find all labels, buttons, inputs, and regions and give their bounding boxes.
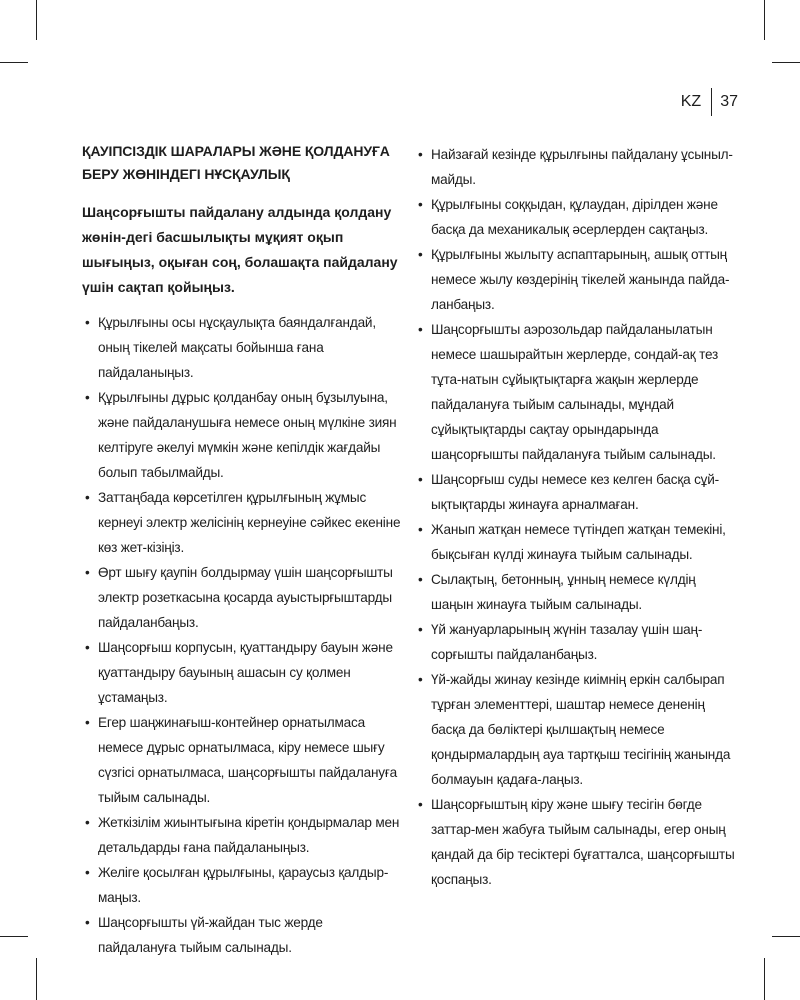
intro-paragraph: Шаңсорғышты пайдалану алдында қолдану жөнін-дегі басшылықты мұқият оқып шығыңыз, оқыған соң, болашақта пайдалану үшін сақтап қойыңыз. <box>82 204 398 295</box>
bullet-icon: • <box>85 390 90 405</box>
list-item-text: Жанып жатқан немесе түтіндеп жатқан темекіні, бықсыған күлді жинауға тыйым салынады. <box>431 522 726 562</box>
bullet-icon: • <box>418 147 423 162</box>
list-item-text: Найзағай кезінде құрылғыны пайдалану ұсыныл-майды. <box>431 147 733 187</box>
list-item-text: Құрылғыны осы нұсқаулықта баяндалғандай, оның тікелей мақсаты бойынша ғана пайдаланыңыз. <box>98 315 376 380</box>
bullet-icon: • <box>418 522 423 537</box>
list-item <box>415 317 740 467</box>
bullet-icon: • <box>418 247 423 262</box>
list-item-text: Құрылғыны дұрыс қолданбау оның бұзылуына, және пайдаланушыға немесе оның мүлкіне зиян келтіруге әкелуі мүмкін және кепілдік жағдайы болып табылмайды. <box>98 390 397 480</box>
bullet-icon: • <box>85 715 90 730</box>
list-item-text: Заттаңбада көрсетілген құрылғының жұмыс кернеуі электр желісінің кернеуіне сәйкес екеніне көз жет-кізіңіз. <box>98 490 401 555</box>
list-item <box>415 567 740 617</box>
list-item <box>82 385 404 485</box>
crop-mark-bottom-left-h <box>0 936 28 937</box>
list-item <box>82 485 404 560</box>
list-item <box>415 667 740 792</box>
list-item <box>82 710 404 810</box>
right-bullet-list <box>415 142 740 892</box>
bullet-icon: • <box>85 640 90 655</box>
bullet-icon: • <box>85 915 90 930</box>
list-item-text: Шаңсорғыш суды немесе кез келген басқа сұй-ықтықтарды жинауға арналмаған. <box>431 472 719 512</box>
list-item-text: Үй-жайды жинау кезінде киімнің еркін салбырап тұрған элементтері, шаштар немесе дененің басқа да бөліктері қылшақтың немесе қондырмалардың ауа тартқыш тесігінің жанында болмауын қадаға-лаңыз. <box>431 672 731 787</box>
list-item-text: Шаңсорғышты аэрозольдар пайдаланылатын немесе шашырайтын жерлерде, сондай-ақ тез тұта-натын сұйықтықтарға жақын жерлерде пайдалануға тыйым салынады, мұндай сұйықтықтарды сақтау орындарында шаңсорғышты пайдалануға тыйым салынады. <box>431 322 719 462</box>
bullet-icon: • <box>85 315 90 330</box>
crop-mark-bottom-left <box>36 958 37 1000</box>
list-item <box>415 467 740 517</box>
list-item <box>82 560 404 635</box>
header-divider <box>711 88 712 116</box>
list-item <box>82 910 404 960</box>
list-item <box>415 192 740 242</box>
list-item-text: Желіге қосылған құрылғыны, қараусыз қалдыр-маңыз. <box>98 865 389 905</box>
bullet-icon: • <box>85 565 90 580</box>
bullet-icon: • <box>85 815 90 830</box>
bullet-icon: • <box>418 322 423 337</box>
list-item <box>415 142 740 192</box>
list-item <box>415 792 740 892</box>
crop-mark-top-right <box>764 0 765 40</box>
list-item <box>82 635 404 710</box>
list-item-text: Егер шаңжинағыш-контейнер орнатылмаса немесе дұрыс орнатылмаса, кіру немесе шығу сүзгісі орнатылмаса, шаңсорғышты пайдалануға тыйым салынады. <box>98 715 398 805</box>
bullet-icon: • <box>418 197 423 212</box>
crop-mark-top-left-h <box>0 62 28 63</box>
bullet-icon: • <box>418 572 423 587</box>
list-item <box>415 617 740 667</box>
list-item <box>415 242 740 317</box>
crop-mark-top-right-h <box>772 62 800 63</box>
bullet-icon: • <box>85 490 90 505</box>
list-item-text: Шаңсорғыш корпусын, қуаттандыру бауын және қуаттандыру бауының ашасын су қолмен ұстамаңыз. <box>98 640 393 705</box>
list-item <box>82 310 404 385</box>
right-column <box>415 142 740 892</box>
list-item-text: Өрт шығу қаупін болдырмау үшін шаңсорғышты электр розеткасына қосарда ауыстырғыштарды пайдаланбаңыз. <box>98 565 393 630</box>
list-item-text: Құрылғыны жылыту аспаптарының, ашық оттың немесе жылу көздерінің тікелей жанында пайда-ланбаңыз. <box>431 247 730 312</box>
list-item-text: Шаңсорғыштың кіру және шығу тесігін бөгде заттар-мен жабуға тыйым салынады, егер оның қандай да бір тесіктері бұғатталса, шаңсорғышты қоспаңыз. <box>431 797 735 887</box>
language-code: KZ <box>680 93 702 110</box>
list-item-text: Сылақтың, бетонның, ұнның немесе күлдің шаңын жинауға тыйым салынады. <box>431 572 696 612</box>
section-title: ҚАУІПСІЗДІК ШАРАЛАРЫ ЖӘНЕ ҚОЛДАНУҒА БЕРУ ЖӨНІНДЕГІ НҰСҚАУЛЫҚ <box>82 143 390 182</box>
page-number: 37 <box>720 93 738 110</box>
list-item <box>82 810 404 860</box>
left-bullet-list <box>82 310 404 960</box>
list-item-text: Құрылғыны соққыдан, құлаудан, дірілден және басқа да механикалық әсерлерден сақтаңыз. <box>431 197 718 237</box>
crop-mark-bottom-right <box>764 958 765 1000</box>
left-column <box>82 140 404 960</box>
bullet-icon: • <box>418 797 423 812</box>
list-item-text: Жеткізілім жиынтығына кіретін қондырмалар мен детальдарды ғана пайдаланыңыз. <box>98 815 400 855</box>
bullet-icon: • <box>418 622 423 637</box>
bullet-icon: • <box>418 472 423 487</box>
list-item-text: Үй жануарларының жүнін тазалау үшін шаң-сорғышты пайдаланбаңыз. <box>431 622 703 662</box>
bullet-icon: • <box>85 865 90 880</box>
list-item-text: Шаңсорғышты үй-жайдан тыс жерде пайдалануға тыйым салынады. <box>98 915 323 955</box>
crop-mark-bottom-right-h <box>772 936 800 937</box>
bullet-icon: • <box>418 672 423 687</box>
crop-mark-top-left <box>36 0 37 40</box>
page-header <box>681 88 738 116</box>
list-item <box>82 860 404 910</box>
list-item <box>415 517 740 567</box>
